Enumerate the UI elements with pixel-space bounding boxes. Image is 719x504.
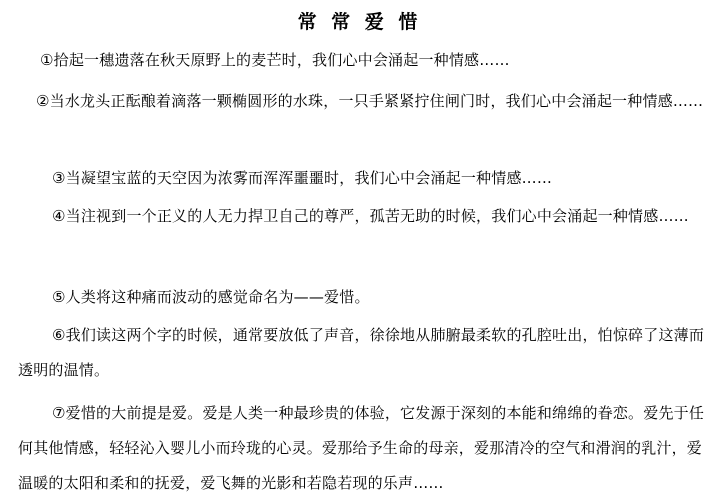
page-title: 常 常 爱 惜 bbox=[297, 11, 422, 33]
paragraph-4: ④当注视到一个正义的人无力捍卫自己的尊严，孤苦无助的时候，我们心中会涌起一种情感…… bbox=[52, 207, 689, 225]
paragraph-7: ⑦爱惜的大前提是爱。爱是人类一种最珍贵的体验，它发源于深刻的本能和绵绵的眷恋。爱先于任何其他情感，轻轻沁入婴儿小而玲珑的心灵。爱那给予生命的母亲，爱那清冷的空气和滑润的乳汁，爱温暖的太阳和柔和的抚爱，爱飞舞的光影和若隐若现的乐声…… bbox=[18, 404, 705, 492]
paragraph-2: ②当水龙头正酝酿着滴落一颗椭圆形的水珠，一只手紧紧拧住闸门时，我们心中会涌起一种情感…… bbox=[36, 92, 704, 110]
paragraph-1: ①拾起一穗遗落在秋天原野上的麦芒时，我们心中会涌起一种情感…… bbox=[40, 51, 510, 69]
paragraph-5: ⑤人类将这种痛而波动的感觉命名为——爱惜。 bbox=[52, 288, 370, 306]
paragraph-3: ③当凝望宝蓝的天空因为浓雾而浑浑噩噩时，我们心中会涌起一种情感…… bbox=[52, 169, 553, 187]
paragraph-6: ⑥我们读这两个字的时候，通常要放低了声音，徐徐地从肺腑最柔软的孔腔吐出，怕惊碎了这薄而透明的温情。 bbox=[18, 326, 705, 379]
